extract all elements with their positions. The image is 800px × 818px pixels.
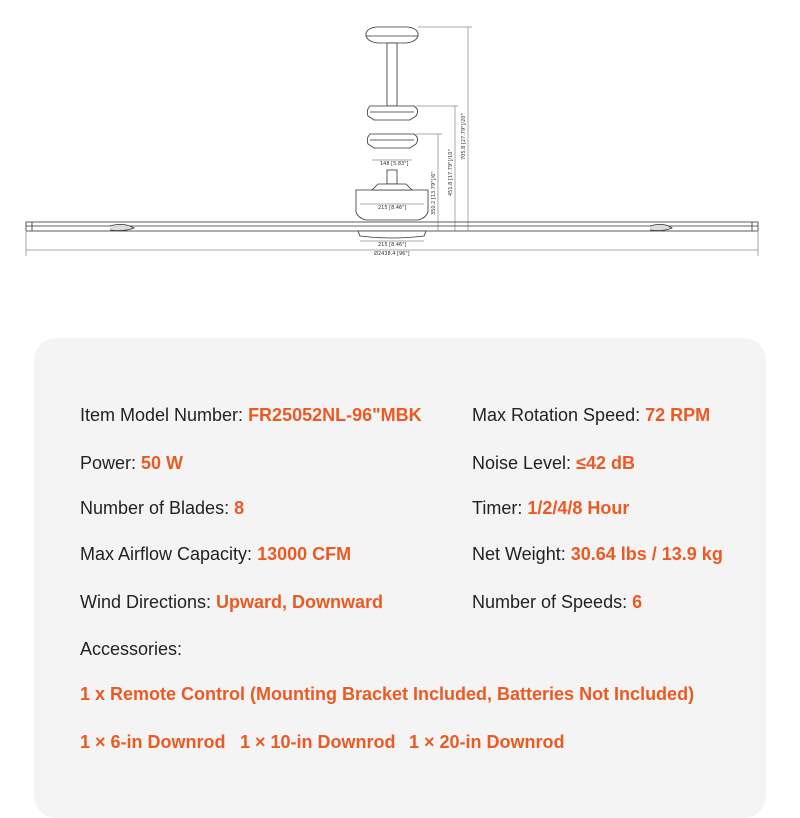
- spec-max-airflow: [80, 543, 351, 565]
- spec-timer: [472, 497, 629, 519]
- spec-item-model-number: [80, 404, 422, 426]
- spec-value: 6: [632, 592, 643, 612]
- spec-noise-level: [472, 452, 635, 474]
- dim-span: Ø2438.4 [96"]: [374, 251, 410, 257]
- fan-blades: [26, 222, 758, 231]
- canopy-mid: [367, 106, 417, 120]
- spec-number-of-blades: [80, 497, 244, 519]
- spec-label: Item Model Number:: [80, 405, 249, 425]
- spec-label: Power:: [80, 453, 142, 473]
- accessory-downrod-6in: 1 × 6-in Downrod: [80, 732, 226, 752]
- spec-value: ≤42 dB: [576, 453, 635, 473]
- spec-net-weight: [472, 543, 723, 565]
- dim-total-height: 705.8 [27.79"]/20": [461, 113, 467, 160]
- accessory-downrod-10in: 1 × 10-in Downrod: [240, 732, 396, 752]
- spec-max-rotation-speed: [472, 404, 710, 426]
- spec-wind-directions: [80, 591, 383, 613]
- spec-label: Max Rotation Speed:: [472, 405, 646, 425]
- downrod: [387, 43, 397, 106]
- dim-mid-height: 451.8 [17.79"]/10": [448, 149, 454, 196]
- spec-label: Number of Blades:: [80, 498, 235, 518]
- spec-label: Net Weight:: [472, 544, 571, 564]
- spec-value: Upward, Downward: [216, 592, 384, 612]
- spec-value: 72 RPM: [645, 405, 711, 425]
- spec-power: [80, 452, 183, 474]
- accessories-heading: Accessories:: [80, 639, 183, 659]
- dim-short-height: 350.2 [13.79"]/6": [431, 171, 437, 215]
- spec-value: 13000 CFM: [257, 544, 352, 564]
- dim-motor-width-top: 215 [8.46"]: [378, 205, 407, 211]
- spec-label: Max Airflow Capacity:: [80, 544, 258, 564]
- fan-dimension-diagram: [0, 0, 800, 300]
- spec-value: 1/2/4/8 Hour: [527, 498, 630, 518]
- canopy-top: [366, 27, 418, 43]
- spec-label: Number of Speeds:: [472, 592, 633, 612]
- accessory-downrod-20in: 1 × 20-in Downrod: [409, 732, 565, 752]
- spec-value: FR25052NL-96"MBK: [248, 405, 422, 425]
- dim-motor-width-bottom: 215 [8.46"]: [378, 242, 407, 248]
- spec-label: Timer:: [472, 498, 528, 518]
- spec-value: 8: [234, 498, 245, 518]
- fan-drawing: [0, 0, 800, 300]
- spec-number-of-speeds: [472, 591, 642, 613]
- spec-label: Wind Directions:: [80, 592, 217, 612]
- spec-value: 30.64 lbs / 13.9 kg: [570, 544, 723, 564]
- spec-label: Noise Level:: [472, 453, 577, 473]
- canopy-low: [367, 134, 417, 148]
- accessory-remote: 1 x Remote Control (Mounting Bracket Included, Batteries Not Included): [80, 684, 695, 704]
- spec-value: 50 W: [141, 453, 184, 473]
- dim-canopy-width: 148 [5.83"]: [380, 161, 409, 167]
